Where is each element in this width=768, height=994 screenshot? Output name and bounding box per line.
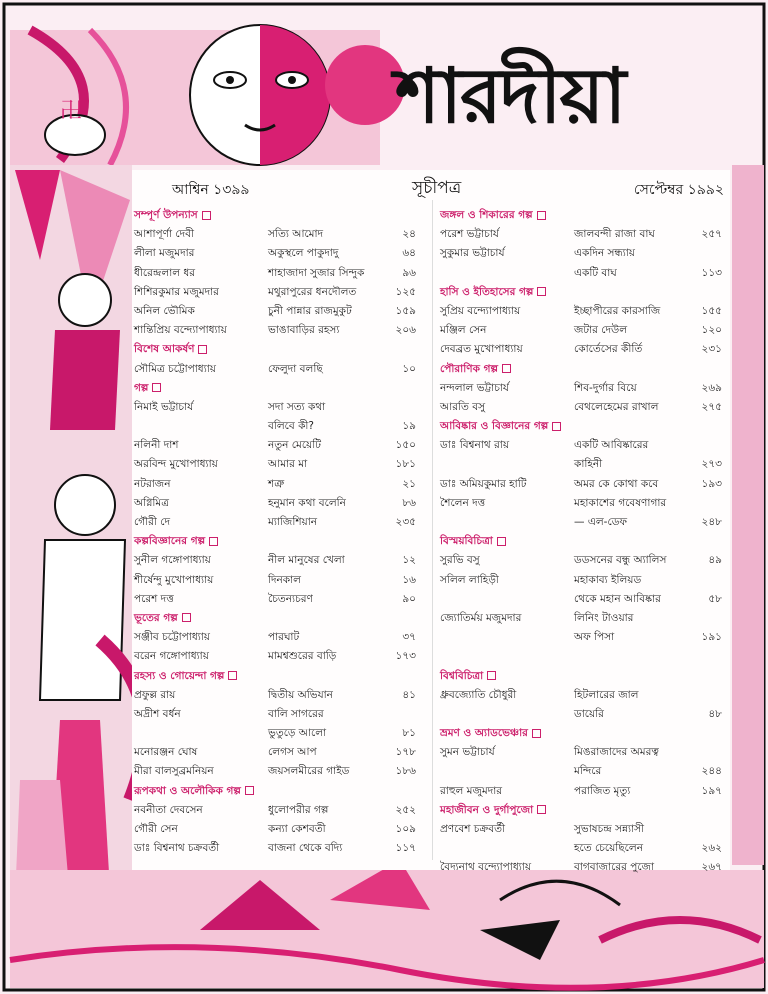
author: গৌরী সেন [134, 823, 178, 835]
toc-entry [440, 340, 730, 359]
toc-entry [134, 264, 424, 283]
author: ধ্রুবজ্যোতি চৌধুরী [440, 688, 517, 701]
spacer-row [440, 647, 730, 666]
page-number: ১৯৩ [701, 477, 722, 490]
toc-entry [134, 762, 424, 781]
section-heading [134, 782, 424, 801]
toc-entry [440, 762, 730, 781]
toc-entry [134, 724, 424, 743]
toc-entry [440, 398, 730, 417]
toc-entry [134, 820, 424, 839]
toc-entry [134, 244, 424, 263]
section-heading [134, 532, 424, 551]
toc-entry [440, 839, 730, 858]
toc-entry [134, 590, 424, 609]
toc-entry [134, 475, 424, 494]
toc-entry [440, 513, 730, 532]
story-title: জটার দেউল [574, 324, 628, 337]
story-title: মিঙরাজাদের অমরত্ব [574, 746, 659, 759]
page-number: ২৬৭ [701, 861, 722, 874]
section-heading [440, 360, 730, 379]
story-title: ধুলোপরীর গল্প [268, 803, 329, 816]
author: সৌমিত্র চট্টোপাধ্যায় [134, 362, 216, 375]
toc-entry [134, 801, 424, 820]
toc-entry [134, 360, 424, 379]
header-bengali-date: আশ্বিন ১৩৯৯ [172, 182, 250, 198]
story-title: পারঘাট [268, 631, 300, 644]
page-number: ২৬২ [701, 842, 722, 855]
page-number: ১২০ [701, 324, 722, 337]
story-title: অমর কে কোথা কবে [574, 477, 659, 490]
author: সলিল লাহিড়ী [440, 573, 499, 586]
story-title: বেথলেহেমের রাখাল [574, 400, 659, 413]
author: সুকুমার ভট্টাচার্য [440, 247, 505, 260]
story-title: জয়সলমীরের গাইড [268, 765, 350, 778]
section-heading [134, 340, 424, 359]
page-number: ৩৭ [402, 631, 416, 644]
author: নবনীতা দেবসেন [134, 803, 203, 816]
story-title: পরাজিত মৃত্যু [574, 784, 631, 797]
story-title: কাহিনী [574, 458, 603, 471]
section-title: বিশ্ববিচিত্রা [440, 669, 484, 682]
toc-entry [440, 475, 730, 494]
page-number: ১৬ [402, 573, 416, 586]
author: গৌরী দে [134, 516, 171, 528]
table-of-contents [132, 170, 730, 874]
toc-entry [440, 264, 730, 283]
section-box-icon [209, 537, 218, 546]
story-title: অকুস্থলে পাকুদাদু [268, 247, 339, 260]
author: সুনীল গঙ্গোপাধ্যায় [134, 554, 211, 567]
section-title: পৌরাণিক গল্প [440, 362, 498, 375]
toc-entry [440, 820, 730, 839]
toc-entry [440, 609, 730, 628]
story-title: মথুরাপুরের ধনদৌলত [268, 285, 357, 298]
page-number: ৪৮ [708, 707, 722, 720]
toc-entry [440, 321, 730, 340]
page-number: ১১৭ [395, 842, 416, 855]
section-box-icon [198, 345, 207, 354]
story-title: হিটলারের জাল [574, 688, 639, 701]
section-title: ভূতের গল্প [134, 611, 178, 624]
right-column [440, 206, 730, 878]
toc-entry [440, 225, 730, 244]
section-title: জঙ্গল ও শিকারের গল্প [440, 209, 533, 221]
story-title: কন্যা কেশবতী [268, 823, 326, 835]
author: বৈদ্যনাথ বন্দ্যোপাধ্যায় [440, 861, 532, 874]
section-box-icon [497, 537, 506, 546]
toc-entry [134, 571, 424, 590]
author: অদ্রীশ বর্ধন [134, 707, 181, 720]
page-number: ২৪৪ [701, 765, 722, 778]
author: সুরভি বসু [440, 554, 480, 567]
author: বরেন গঙ্গোপাধ্যায় [134, 650, 209, 663]
svg-text:卍: 卍 [60, 99, 83, 124]
toc-entry [134, 743, 424, 762]
story-title: ভাঙাবাড়ির রহস্য [268, 324, 340, 337]
story-title: ডডসনের বন্ধু অ্যালিস [574, 554, 667, 567]
story-title: বালি সাগরের [268, 707, 324, 720]
toc-entry [134, 455, 424, 474]
story-title: সদা সত্য কথা [268, 400, 326, 413]
page-number: ২১ [402, 477, 416, 490]
section-heading [440, 801, 730, 820]
author: ডাঃ বিশ্বনাথ চক্রবর্তী [134, 842, 220, 855]
section-title: কল্পবিজ্ঞানের গল্প [134, 535, 206, 548]
toc-entry [134, 686, 424, 705]
section-title: গল্প [134, 381, 149, 394]
section-box-icon [502, 364, 511, 373]
author: শীর্ষেন্দু মুখোপাধ্যায় [134, 573, 214, 586]
page-number: ২৫২ [395, 803, 416, 816]
story-title: শিব-দুর্গার বিয়ে [574, 381, 637, 394]
section-box-icon [182, 613, 191, 622]
story-title: সত্যি আমোদ [268, 228, 324, 241]
toc-entry [440, 782, 730, 801]
toc-entry [440, 379, 730, 398]
page-number: ২৭৫ [701, 400, 722, 413]
page-number: ২৪ [402, 228, 416, 241]
column-divider [432, 200, 433, 860]
story-title: সুভাষচন্দ্র সন্ন্যাসী [574, 823, 645, 835]
story-title: শত্রু [268, 477, 285, 490]
page-number: ১৯ [402, 420, 416, 433]
section-box-icon [228, 671, 237, 680]
section-heading [134, 667, 424, 686]
toc-entry [440, 551, 730, 570]
left-column [134, 206, 424, 858]
page-number: ২৫৭ [701, 228, 722, 241]
page-number: ১৫৫ [701, 304, 722, 317]
section-title: রহস্য ও গোয়েন্দা গল্প [134, 669, 225, 682]
toc-entry [440, 628, 730, 647]
toc-entry [440, 686, 730, 705]
section-title: আবিষ্কার ও বিজ্ঞানের গল্প [440, 420, 549, 433]
section-heading [134, 379, 424, 398]
page-number: ৮১ [402, 727, 416, 740]
story-title: বাগবাজারের পুজো [574, 861, 654, 874]
story-title: কোর্তেসের কীর্তি [574, 343, 643, 356]
page-number: ৯০ [402, 592, 416, 605]
story-title: চৈতন্যচরণ [268, 592, 313, 605]
toc-entry [134, 628, 424, 647]
section-box-icon [537, 805, 546, 814]
story-title: থেকে মহান আবিষ্কার [574, 592, 661, 605]
header-contents-title: সূচীপত্র [412, 178, 462, 198]
story-title: হতে চেয়েছিলেন [574, 842, 643, 855]
section-title: বিস্ময়বিচিত্রা [440, 535, 493, 548]
author: জ্যোতির্ময় মজুমদার [440, 611, 522, 624]
author: ডাঃ অমিয়কুমার হাটি [440, 477, 527, 490]
section-box-icon [537, 287, 546, 296]
section-heading [440, 724, 730, 743]
story-title: দিনকাল [268, 573, 302, 586]
toc-entry [134, 321, 424, 340]
section-box-icon [537, 211, 546, 220]
story-title: আমার মা [268, 458, 308, 471]
toc-entry [134, 436, 424, 455]
story-title: ম্যাজিশিয়ান [268, 516, 318, 528]
section-title: হাসি ও ইতিহাসের গল্প [440, 285, 534, 298]
author: ডাঃ বিশ্বনাথ রায় [440, 439, 510, 452]
page-number: ৯৬ [402, 266, 416, 279]
author: রাহুল মজুমদার [440, 784, 503, 797]
page-number: ১১৩ [701, 266, 722, 279]
page-number: ১৭৩ [395, 650, 416, 663]
story-title: অফ পিসা [574, 631, 615, 644]
author: শৈলেন দত্ত [440, 496, 486, 509]
toc-entry [440, 590, 730, 609]
author: ধীরেন্দ্রলাল ধর [134, 266, 196, 279]
author: দেবব্রত মুখোপাধ্যায় [440, 343, 523, 356]
author: পরেশ দত্ত [134, 592, 174, 605]
section-heading [440, 417, 730, 436]
page-number: ৪৯ [708, 554, 722, 567]
story-title: মহাকাব্য ইলিয়ড [574, 573, 642, 586]
author: শিশিরকুমার মজুমদার [134, 285, 219, 298]
page-number: ১৯৭ [701, 784, 722, 797]
story-title: জালবন্দী রাজা বাঘ [574, 228, 655, 241]
toc-entry [134, 494, 424, 513]
page-number: ১৯১ [701, 631, 722, 644]
page-number: ২০৬ [395, 324, 416, 337]
story-title: একটি বাঘ [574, 266, 617, 279]
section-title: রূপকথা ও অলৌকিক গল্প [134, 784, 241, 797]
author: মঞ্জিল সেন [440, 324, 487, 337]
story-title: হনুমান কথা বলেনি [268, 496, 346, 509]
author: নলিনী দাশ [134, 439, 179, 452]
page-number: ১০ [402, 362, 416, 375]
page-number: ১২৫ [395, 285, 416, 298]
author: মনোরঞ্জন ঘোষ [134, 746, 198, 759]
toc-entry [440, 455, 730, 474]
story-title: শাহাজাদা সুজার সিন্দুক [268, 266, 365, 279]
story-title: লেগস আপ [268, 746, 317, 759]
section-title: বিশেষ আকর্ষণ [134, 343, 195, 356]
section-heading [440, 667, 730, 686]
author: নিমাই ভট্টাচার্য [134, 400, 194, 413]
author: সুপ্রিয় বন্দ্যোপাধ্যায় [440, 304, 521, 317]
page-number: ১৮১ [395, 458, 416, 471]
story-title: একদিন সন্ধ্যায় [574, 247, 635, 260]
author: নন্দলাল ভট্টাচার্য [440, 381, 509, 394]
section-title: মহাজীবন ও দুর্গাপুজো [440, 803, 534, 816]
toc-entry [440, 436, 730, 455]
toc-entry [134, 417, 424, 436]
author: সঞ্জীব চট্টোপাধ্যায় [134, 631, 210, 644]
author: প্রফুল্ল রায় [134, 688, 176, 701]
author: নটরাজন [134, 477, 171, 490]
story-title: ইচ্ছাপীরের কারসাজি [574, 304, 661, 317]
toc-entry [440, 571, 730, 590]
page-number: ১০৯ [395, 823, 416, 835]
section-heading [134, 206, 424, 225]
story-title: ভুতুড়ে আলো [268, 727, 327, 740]
section-heading [440, 532, 730, 551]
section-title: ভ্রমণ ও অ্যাডভেঞ্চার [440, 727, 528, 740]
magazine-title: শারদীয়া [395, 51, 625, 140]
page-number: ২৬৯ [701, 381, 722, 394]
page-number: ৬৪ [402, 247, 416, 260]
section-box-icon [552, 422, 561, 431]
page-number: ১৫০ [395, 439, 416, 452]
section-heading [134, 609, 424, 628]
story-title: বলিবে কী? [268, 420, 314, 433]
author: অনিল ভৌমিক [134, 304, 195, 317]
author: অগ্নিমিত্র [134, 496, 169, 509]
page-number: ১৭৮ [395, 746, 416, 759]
toc-entry [440, 743, 730, 762]
toc-entry [134, 302, 424, 321]
toc-entry [440, 244, 730, 263]
author: লীলা মজুমদার [134, 247, 195, 260]
section-box-icon [152, 383, 161, 392]
toc-entry [134, 283, 424, 302]
story-title: নীল মানুষের খেলা [268, 554, 345, 567]
section-box-icon [245, 786, 254, 795]
section-heading [440, 206, 730, 225]
page-number: ২৩১ [701, 343, 722, 356]
toc-entry [440, 705, 730, 724]
toc-entry [134, 551, 424, 570]
section-heading [440, 283, 730, 302]
page-number: ২৭৩ [701, 458, 722, 471]
page-number: ১৮৬ [395, 765, 416, 778]
toc-entry [134, 513, 424, 532]
page-number: ৮৬ [402, 496, 416, 509]
section-box-icon [532, 729, 541, 738]
toc-entry [440, 858, 730, 877]
author: সুমন ভট্টাচার্য [440, 746, 495, 759]
story-title: দ্বিতীয় অভিযান [268, 688, 333, 701]
story-title: মন্দিরে [574, 765, 602, 778]
story-title: বাজনা থেকে বদ্যি [268, 842, 343, 855]
toc-entry [134, 225, 424, 244]
author: আশাপূর্ণা দেবী [134, 228, 194, 241]
author: প্রণবেশ চক্রবর্তী [440, 823, 505, 835]
page-number: ২৪৮ [701, 516, 722, 528]
section-box-icon [487, 671, 496, 680]
author: মীরা বালসুব্রমনিয়ন [134, 765, 214, 778]
author: পরেশ ভট্টাচার্য [440, 228, 499, 241]
story-title: লিনিং টাওয়ার [574, 611, 634, 624]
page-number: ১৫৯ [395, 304, 416, 317]
story-title: — এল-ডেফ [574, 516, 628, 528]
page-number: ১২ [402, 554, 416, 567]
page-number: ৪১ [402, 688, 416, 701]
story-title: মহাকাশের গবেষণাগার [574, 496, 667, 509]
toc-entry [134, 647, 424, 666]
header-english-date: সেপ্টেম্বর ১৯৯২ [633, 182, 724, 198]
author: আরতি বসু [440, 400, 486, 413]
story-title: মামশ্বশুরের বাড়ি [268, 650, 337, 663]
story-title: চুনী পান্নার রাজমুকুট [268, 304, 352, 317]
page-number: ৫৮ [708, 592, 722, 605]
toc-entry [134, 705, 424, 724]
story-title: ফেলুদা বলছি [268, 362, 323, 375]
toc-entry [134, 839, 424, 858]
page-number: ২৩৫ [395, 516, 416, 528]
section-title: সম্পূর্ণ উপন্যাস [134, 209, 198, 221]
story-title: একটি আবিষ্কারের [574, 439, 649, 452]
story-title: ডায়েরি [574, 707, 604, 720]
story-title: নতুন মেয়েটি [268, 439, 321, 452]
toc-entry [134, 398, 424, 417]
toc-entry [440, 302, 730, 321]
author: অরবিন্দ মুখোপাধ্যায় [134, 458, 218, 471]
author: শান্তিপ্রিয় বন্দ্যোপাধ্যায় [134, 324, 227, 337]
toc-entry [440, 494, 730, 513]
section-box-icon [202, 211, 211, 220]
